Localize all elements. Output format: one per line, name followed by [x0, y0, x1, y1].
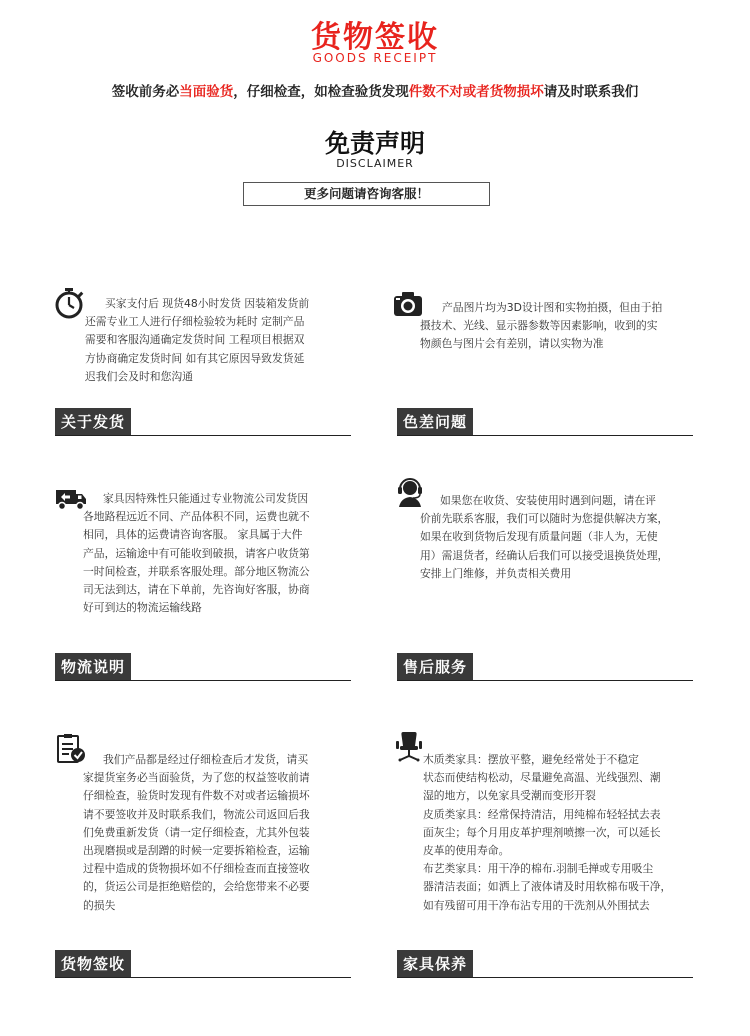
- receipt-notice: [0, 80, 750, 100]
- section-label-logistics: 物流说明: [55, 653, 131, 681]
- logistics-line: 家具因特殊性只能通过专业物流公司发货因: [103, 492, 309, 505]
- section-divider: [55, 977, 351, 978]
- furniture-care-line: 面灰尘；每个月用皮革护理剂喷擦一次，可以延长: [423, 825, 661, 839]
- section-label-goods-receipt: 货物签收: [55, 950, 131, 978]
- furniture-care-line: 皮质类家具：经常保持清洁，用纯棉布轻轻拭去表: [423, 807, 661, 821]
- section-divider: [397, 680, 693, 681]
- color-difference-paragraph: [420, 299, 662, 354]
- after-sales-line: 如果在收到货物后发现有质量问题（非人为，无使: [420, 530, 658, 544]
- section-label-color-difference: 色差问题: [397, 408, 473, 436]
- after-sales-line: 用）需退货者，经确认后我们可以接受退换货处理，: [420, 548, 669, 562]
- section-label-furniture-care: 家具保养: [397, 950, 473, 978]
- goods-receipt-line: 们免费重新发货（请一定仔细检查，尤其外包装: [83, 825, 310, 839]
- notice-text-2: ，仔细检查，如检查验货发现: [233, 84, 409, 100]
- shipping-line: 还需专业工人进行仔细检验较为耗时 定制产品: [85, 315, 305, 329]
- goods-receipt-line: 我们产品都是经过仔细检查后才发货，请买: [103, 753, 309, 766]
- office-chair-icon: [393, 730, 425, 762]
- color-line: 摄技术、光线、显示器参数等因素影响，收到的实: [420, 319, 658, 333]
- section-label-shipping: 关于发货: [55, 408, 131, 436]
- furniture-care-line: 湿的地方，以免家具受潮而变形开裂: [423, 789, 596, 803]
- furniture-care-line: 木质类家具：摆放平整，避免经常处于不稳定: [423, 753, 639, 766]
- shipping-line: 买家支付后 现货48小时发货 因装箱发货前: [105, 297, 310, 310]
- color-line: 物颜色与图片会有差别，请以实物为准: [420, 337, 604, 351]
- section-divider: [55, 680, 351, 681]
- shipping-line: 需要和客服沟通确定发货时间 工程项目根据双: [85, 333, 305, 347]
- goods-receipt-line: 出现磨损或是刮蹭的时候一定要拆箱检查，运输: [83, 844, 310, 858]
- after-sales-line: 安排上门维修，并负责相关费用: [420, 566, 572, 580]
- goods-receipt-line: 的损失: [83, 898, 116, 912]
- section-divider: [55, 435, 351, 436]
- shipping-line: 迟我们会及时和您沟通: [85, 369, 193, 383]
- logistics-line: 好可到达的物流运输线路: [83, 601, 202, 615]
- logistics-line: 相同，具体的运费请咨询客服。 家具属于大件: [83, 528, 303, 542]
- page-subtitle: GOODS RECEIPT: [312, 51, 438, 65]
- furniture-care-line: 状态而使结构松动，尽量避免高温、光线强烈、潮: [423, 771, 661, 785]
- goods-receipt-line: 过程中造成的货物损坏如不仔细检查而直接签收: [83, 862, 310, 876]
- section-divider: [397, 977, 693, 978]
- shipping-paragraph: [85, 295, 309, 386]
- logistics-paragraph: [83, 490, 310, 617]
- furniture-care-line: 器清洁表面；如洒上了液体请及时用软棉布吸干净，: [423, 880, 672, 894]
- logistics-line: 司无法到达，请在下单前，先咨询好客服，协商: [83, 583, 310, 597]
- goods-receipt-line: 请不要签收并及时联系我们，物流公司返回后我: [83, 807, 310, 821]
- disclaimer-subtitle: DISCLAIMER: [336, 157, 414, 170]
- after-sales-line: 价前先联系客服，我们可以随时为您提供解决方案，: [420, 512, 669, 526]
- goods-receipt-line: 的，货运公司是拒绝赔偿的，会给您带来不必要: [83, 880, 310, 894]
- logistics-line: 产品，运输途中有可能收到破损，请客户收货第: [83, 546, 310, 560]
- color-line: 产品图片均为3D设计图和实物拍摄，但由于拍: [442, 301, 663, 314]
- furniture-care-line: 布艺类家具：用干净的棉布.羽制毛掸或专用吸尘: [423, 862, 654, 876]
- after-sales-paragraph: [420, 492, 668, 583]
- section-label-after-sales: 售后服务: [397, 653, 473, 681]
- notice-text-1: 签收前务必: [111, 84, 180, 100]
- disclaimer-title: 免责声明: [324, 129, 425, 158]
- stopwatch-icon: [53, 287, 85, 319]
- furniture-care-line: 如有残留可用干净布沾专用的干洗剂从外围拭去: [423, 898, 650, 912]
- furniture-care-line: 皮革的使用寿命。: [423, 844, 510, 858]
- shipping-line: 方协商确定发货时间 如有其它原因导致发货延: [85, 351, 305, 365]
- notice-highlight-1: 当面验货: [179, 84, 234, 100]
- goods-receipt-paragraph: [83, 751, 310, 915]
- goods-receipt-line: 仔细检查，验货时发现有件数不对或者运输损坏: [83, 789, 310, 803]
- page-title: 货物签收: [311, 20, 439, 55]
- logistics-line: 一时间检查，并联系客服处理。部分地区物流公: [83, 564, 310, 578]
- contact-service-box: 更多问题请咨询客服！: [243, 182, 490, 206]
- notice-text-3: 请及时联系我们: [543, 84, 639, 100]
- section-divider: [397, 435, 693, 436]
- goods-receipt-line: 家提货室务必当面验货，为了您的权益签收前请: [83, 771, 310, 785]
- logistics-line: 各地路程远近不同、产品体积不同，运费也就不: [83, 510, 310, 524]
- after-sales-line: 如果您在收货、安装使用时遇到问题，请在评: [440, 494, 656, 507]
- notice-highlight-2: 件数不对或者货物损坏: [408, 84, 544, 100]
- furniture-care-paragraph: [423, 751, 671, 915]
